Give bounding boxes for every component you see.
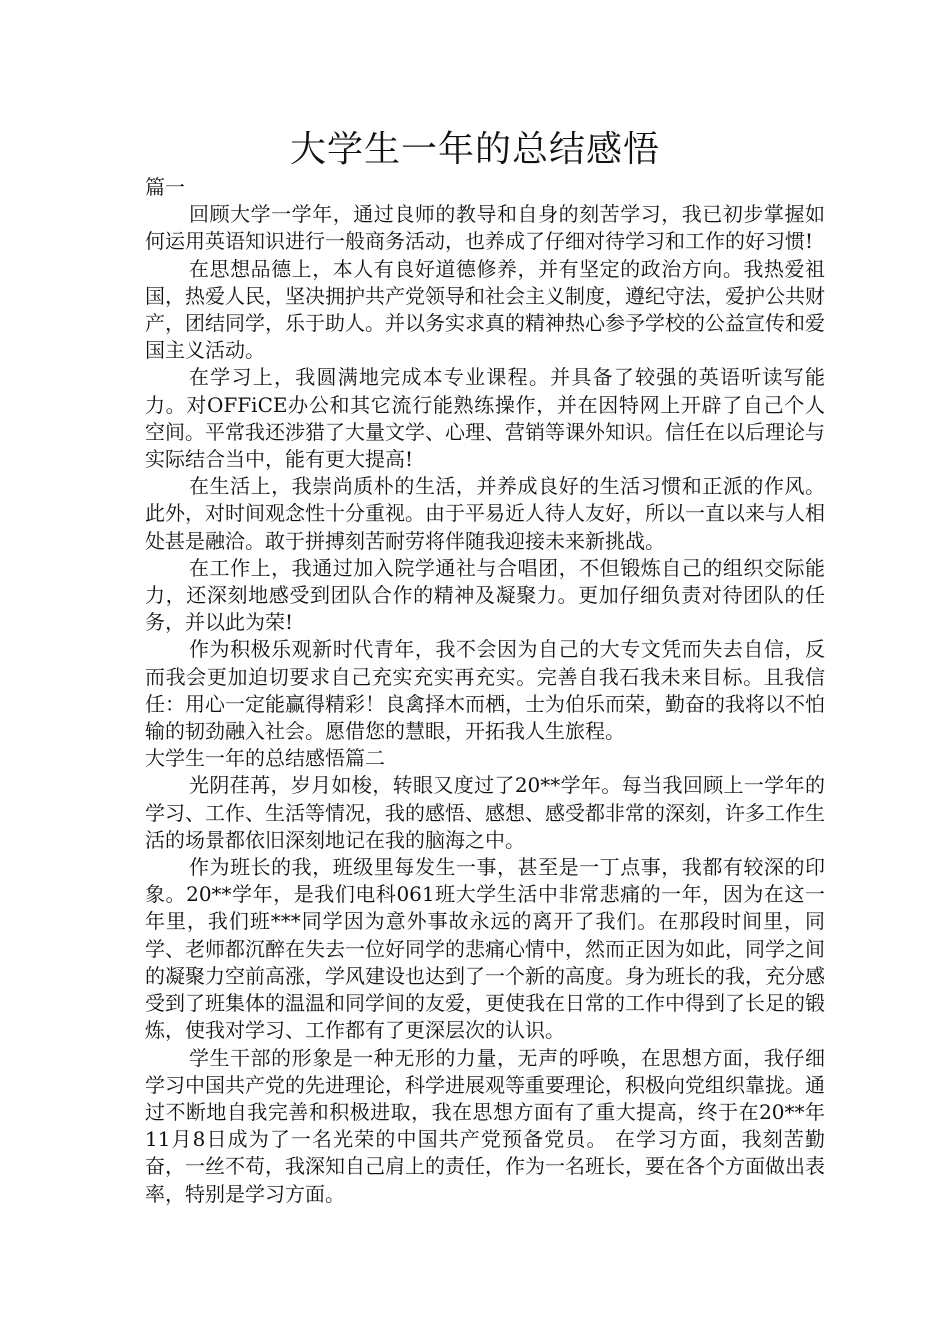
page-title: 大学生一年的总结感悟: [289, 129, 660, 170]
paragraph: 光阴荏苒，岁月如梭，转眼又度过了20**学年。每当我回顾上一学年的学习、工作、生活等情况，我的感悟、感想、感受都非常的深刻，许多工作生活的场景都依旧深刻地记在我的脑海之中。: [145, 773, 825, 852]
paragraph: 作为积极乐观新时代青年，我不会因为自己的大专文凭而失去自信，反而我会更加迫切要求自己充实充实再充实。完善自我石我未来目标。且我信任：用心一定能赢得精彩！良禽择木而栖，士为伯乐而荣，勤奋的我将以不怕输的韧劲融入社会。愿借您的慧眼，开拓我人生旅程。: [145, 637, 825, 744]
section-heading-2: 大学生一年的总结感悟篇二: [145, 746, 385, 771]
paragraph: 作为班长的我，班级里每发生一事，甚至是一丁点事，我都有较深的印象。20**学年，是我们电科061班大学生活中非常悲痛的一年，因为在这一年里，我们班***同学因为意外事故永远的离开了我们。在那段时间里，同学、老师都沉醉在失去一位好同学的悲痛心情中，然而正因为如此，同学之间的凝聚力空前高涨，学风建设也达到了一个新的高度。身为班长的我，充分感受到了班集体的温温和同学间的友爱，更使我在日常的工作中得到了长足的锻炼，使我对学习、工作都有了更深层次的认识。: [145, 855, 825, 1043]
paragraph: 在工作上，我通过加入院学通社与合唱团，不但锻炼自己的组织交际能力，还深刻地感受到团队合作的精神及凝聚力。更加仔细负责对待团队的任务，并以此为荣!: [145, 555, 825, 635]
section-heading-1: 篇一: [145, 175, 185, 199]
paragraph: 学生干部的形象是一种无形的力量，无声的呼唤，在思想方面，我仔细学习中国共产党的先进理论，科学进展观等重要理论，积极向党组织靠拢。通过不断地自我完善和积极进取，我在思想方面有了重大提高，终于在20**年11月8日成为了一名光荣的中国共产党预备党员。 在学习方面，我刻苦勤奋，一丝不苟，我深知自己肩上的责任，作为一名班长，要在各个方面做出表率，特别是学习方面。: [145, 1045, 825, 1206]
paragraph: 在生活上，我崇尚质朴的生活，并养成良好的生活习惯和正派的作风。此外，对时间观念性十分重视。由于平易近人待人友好，所以一直以来与人相处甚是融洽。敢于拼搏刻苦耐劳将伴随我迎接未来新挑战。: [145, 474, 825, 553]
document-body: [145, 174, 825, 1208]
paragraph: 回顾大学一学年，通过良师的教导和自身的刻苦学习，我已初步掌握如何运用英语知识进行一般商务活动，也养成了仔细对待学习和工作的好习惯!: [145, 202, 825, 254]
paragraph: 在学习上，我圆满地完成本专业课程。并具备了较强的英语听读写能力。对OFFiCE办公和其它流行能熟练操作，并在因特网上开辟了自己个人空间。平常我还涉猎了大量文学、心理、营销等课外知识。信任在以后理论与实际结合当中，能有更大提高!: [145, 365, 825, 472]
paragraph: 在思想品德上，本人有良好道德修养，并有坚定的政治方向。我热爱祖国，热爱人民，坚决拥护共产党领导和社会主义制度，遵纪守法，爱护公共财产，团结同学，乐于助人。并以务实求真的精神热心参予学校的公益宣传和爱国主义活动。: [145, 256, 825, 363]
